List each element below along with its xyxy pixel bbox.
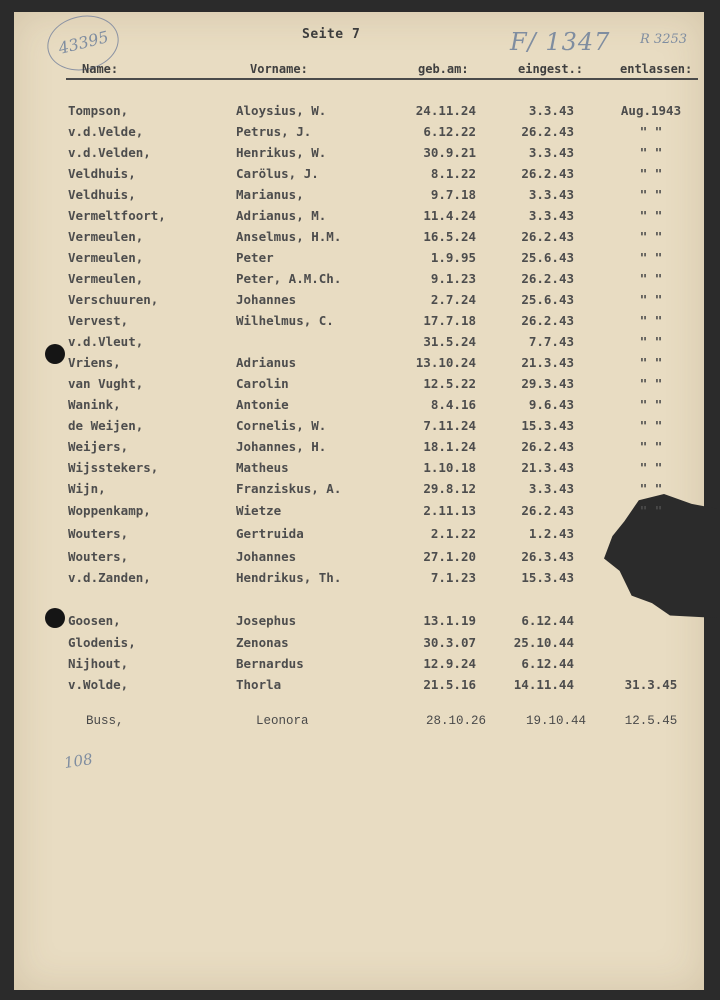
- cell-surname: Vermeulen,: [68, 271, 144, 286]
- cell-firstname: Wietze: [236, 503, 282, 518]
- cell-released: " ": [639, 481, 663, 496]
- cell-released: " ": [639, 376, 663, 391]
- handwritten-file-ref: F/ 1347: [510, 28, 611, 56]
- cell-admitted: 7.7.43: [528, 334, 574, 349]
- cell-firstname: Aloysius, W.: [236, 103, 327, 118]
- cell-surname: v.d.Vleut,: [68, 334, 144, 349]
- cell-released: " ": [639, 355, 663, 370]
- cell-surname: Vervest,: [68, 313, 129, 328]
- table-row: [0, 677, 720, 697]
- table-row: [0, 460, 720, 480]
- cell-firstname: Johannes: [236, 292, 297, 307]
- cell-born: 12.9.24: [423, 656, 476, 671]
- cell-born: 27.1.20: [423, 549, 476, 564]
- header-released: entlassen:: [620, 62, 693, 76]
- cell-firstname: Johannes, H.: [236, 439, 327, 454]
- table-row: [0, 570, 720, 590]
- cell-surname: v.Wolde,: [68, 677, 129, 692]
- cell-firstname: Peter, A.M.Ch.: [236, 271, 342, 286]
- cell-surname: Verschuuren,: [68, 292, 159, 307]
- cell-born: 12.5.22: [423, 376, 476, 391]
- cell-admitted: 26.2.43: [521, 439, 574, 454]
- cell-surname: Glodenis,: [68, 635, 136, 650]
- cell-admitted: 26.3.43: [521, 549, 574, 564]
- table-row: [0, 250, 720, 270]
- cell-firstname: Henrikus, W.: [236, 145, 327, 160]
- cell-surname: Wouters,: [68, 549, 129, 564]
- cell-released: " ": [639, 418, 663, 433]
- cell-firstname: Carolin: [236, 376, 289, 391]
- cell-admitted: 29.3.43: [521, 376, 574, 391]
- cell-born: 30.3.07: [423, 635, 476, 650]
- table-row: [0, 355, 720, 375]
- cell-born: 11.4.24: [423, 208, 476, 223]
- cell-firstname: Gertruida: [236, 526, 304, 541]
- cell-released: " ": [639, 187, 663, 202]
- handwritten-file-ref-2: R 3253: [640, 32, 688, 47]
- cell-surname: Vriens,: [68, 355, 121, 370]
- cell-surname: Vermeltfoort,: [68, 208, 166, 223]
- cell-born: 2.7.24: [430, 292, 476, 307]
- cell-surname: Wijsstekers,: [68, 460, 159, 475]
- cell-admitted: 3.3.43: [528, 103, 574, 118]
- cell-released: " ": [639, 439, 663, 454]
- cell-admitted: 26.2.43: [521, 313, 574, 328]
- cell-admitted: 3.3.43: [528, 145, 574, 160]
- table-row: [0, 613, 720, 633]
- cell-born: 13.10.24: [415, 355, 476, 370]
- cell-born: 2.1.22: [430, 526, 476, 541]
- table-row: [0, 208, 720, 228]
- cell-born: 6.12.22: [423, 124, 476, 139]
- cell-firstname: Anselmus, H.M.: [236, 229, 342, 244]
- header-born: geb.am:: [418, 62, 469, 76]
- cell-born: 16.5.24: [423, 229, 476, 244]
- cell-admitted: 26.2.43: [521, 124, 574, 139]
- cell-firstname: Matheus: [236, 460, 289, 475]
- header-firstname: Vorname:: [250, 62, 308, 76]
- cell-surname: Wijn,: [68, 481, 106, 496]
- cell-surname: Tompson,: [68, 103, 129, 118]
- cell-admitted: 14.11.44: [513, 677, 574, 692]
- cell-born: 2.11.13: [423, 503, 476, 518]
- cell-born: 1.10.18: [423, 460, 476, 475]
- cell-firstname: Johannes: [236, 549, 297, 564]
- cell-admitted: 9.6.43: [528, 397, 574, 412]
- cell-born: 9.1.23: [430, 271, 476, 286]
- cell-firstname: Cornelis, W.: [236, 418, 327, 433]
- cell-surname: v.d.Zanden,: [68, 570, 151, 585]
- cell-admitted: 21.3.43: [521, 460, 574, 475]
- cell-firstname: Adrianus: [236, 355, 297, 370]
- cell-surname: v.d.Velden,: [68, 145, 151, 160]
- cell-admitted: 25.10.44: [513, 635, 574, 650]
- cell-released: 12.5.45: [624, 714, 678, 728]
- cell-firstname: Adrianus, M.: [236, 208, 327, 223]
- cell-firstname: Peter: [236, 250, 274, 265]
- table-row: [0, 418, 720, 438]
- cell-released: " ": [639, 145, 663, 160]
- cell-born: 8.4.16: [430, 397, 476, 412]
- table-row: [0, 549, 720, 569]
- cell-surname: Nijhout,: [68, 656, 129, 671]
- header-admitted: eingest.:: [518, 62, 584, 76]
- cell-born: 24.11.24: [415, 103, 476, 118]
- cell-released: " ": [639, 229, 663, 244]
- cell-born: 28.10.26: [425, 714, 486, 728]
- cell-admitted: 3.3.43: [528, 187, 574, 202]
- header-rule: [66, 78, 698, 80]
- cell-firstname: Antonie: [236, 397, 289, 412]
- cell-admitted: 21.3.43: [521, 355, 574, 370]
- cell-admitted: 26.2.43: [521, 229, 574, 244]
- cell-surname: de Weijen,: [68, 418, 144, 433]
- cell-born: 17.7.18: [423, 313, 476, 328]
- cell-admitted: 25.6.43: [521, 292, 574, 307]
- cell-surname: Vermeulen,: [68, 250, 144, 265]
- cell-surname: Buss,: [86, 714, 124, 728]
- cell-surname: Wouters,: [68, 526, 129, 541]
- table-row: [0, 656, 720, 676]
- cell-released: " ": [639, 460, 663, 475]
- cell-released: " ": [639, 313, 663, 328]
- cell-admitted: 26.2.43: [521, 166, 574, 181]
- cell-born: 18.1.24: [423, 439, 476, 454]
- cell-released: " ": [639, 503, 663, 518]
- table-row: [0, 187, 720, 207]
- cell-firstname: Hendrikus, Th.: [236, 570, 342, 585]
- cell-surname: Veldhuis,: [68, 187, 136, 202]
- cell-admitted: 1.2.43: [528, 526, 574, 541]
- cell-born: 31.5.24: [423, 334, 476, 349]
- cell-born: 7.11.24: [423, 418, 476, 433]
- cell-born: 21.5.16: [423, 677, 476, 692]
- table-row: [0, 103, 720, 123]
- cell-born: 30.9.21: [423, 145, 476, 160]
- table-row: [0, 635, 720, 655]
- table-row: [0, 334, 720, 354]
- cell-admitted: 26.2.43: [521, 271, 574, 286]
- table-row: [0, 124, 720, 144]
- cell-surname: Goosen,: [68, 613, 121, 628]
- cell-surname: Wanink,: [68, 397, 121, 412]
- handwritten-margin-note: 108: [62, 750, 94, 772]
- table-row: [0, 145, 720, 165]
- cell-surname: v.d.Velde,: [68, 124, 144, 139]
- cell-admitted: 15.3.43: [521, 570, 574, 585]
- cell-firstname: Wilhelmus, C.: [236, 313, 334, 328]
- cell-admitted: 26.2.43: [521, 503, 574, 518]
- cell-released: 31.3.45: [624, 677, 678, 692]
- cell-firstname: Carölus, J.: [236, 166, 319, 181]
- table-row: [0, 229, 720, 249]
- cell-released: " ": [639, 250, 663, 265]
- cell-released: " ": [639, 292, 663, 307]
- cell-released: " ": [639, 166, 663, 181]
- cell-firstname: Franziskus, A.: [236, 481, 342, 496]
- header-surname: Name:: [82, 62, 119, 76]
- cell-admitted: 19.10.44: [525, 714, 586, 728]
- table-row: [0, 292, 720, 312]
- cell-released: " ": [639, 124, 663, 139]
- cell-born: 13.1.19: [423, 613, 476, 628]
- table-row: [0, 166, 720, 186]
- table-row: [0, 481, 720, 501]
- cell-surname: Weijers,: [68, 439, 129, 454]
- table-row: [0, 271, 720, 291]
- cell-firstname: Petrus, J.: [236, 124, 312, 139]
- cell-surname: van Vught,: [68, 376, 144, 391]
- cell-firstname: Zenonas: [236, 635, 289, 650]
- cell-surname: Vermeulen,: [68, 229, 144, 244]
- cell-born: 8.1.22: [430, 166, 476, 181]
- cell-released: " ": [639, 397, 663, 412]
- cell-admitted: 6.12.44: [521, 656, 574, 671]
- table-row: [0, 376, 720, 396]
- cell-firstname: Josephus: [236, 613, 297, 628]
- table-row: [0, 503, 720, 523]
- page-title: Seite 7: [302, 27, 361, 42]
- table-row-typed: [0, 714, 720, 734]
- cell-born: 7.1.23: [430, 570, 476, 585]
- cell-surname: Woppenkamp,: [68, 503, 151, 518]
- cell-born: 9.7.18: [430, 187, 476, 202]
- cell-released: " ": [639, 271, 663, 286]
- table-row: [0, 397, 720, 417]
- cell-admitted: 25.6.43: [521, 250, 574, 265]
- cell-admitted: 15.3.43: [521, 418, 574, 433]
- cell-released: Aug.1943: [620, 103, 682, 118]
- cell-released: " ": [639, 334, 663, 349]
- cell-firstname: Marianus,: [236, 187, 304, 202]
- cell-born: 1.9.95: [430, 250, 476, 265]
- cell-admitted: 3.3.43: [528, 481, 574, 496]
- cell-born: 29.8.12: [423, 481, 476, 496]
- cell-firstname: Leonora: [256, 714, 309, 728]
- handwritten-stamp-number: 43395: [56, 27, 111, 58]
- table-row: [0, 439, 720, 459]
- cell-firstname: Thorla: [236, 677, 282, 692]
- cell-admitted: 6.12.44: [521, 613, 574, 628]
- table-row: [0, 526, 720, 546]
- cell-released: " ": [639, 208, 663, 223]
- cell-firstname: Bernardus: [236, 656, 304, 671]
- table-row: [0, 313, 720, 333]
- cell-surname: Veldhuis,: [68, 166, 136, 181]
- cell-admitted: 3.3.43: [528, 208, 574, 223]
